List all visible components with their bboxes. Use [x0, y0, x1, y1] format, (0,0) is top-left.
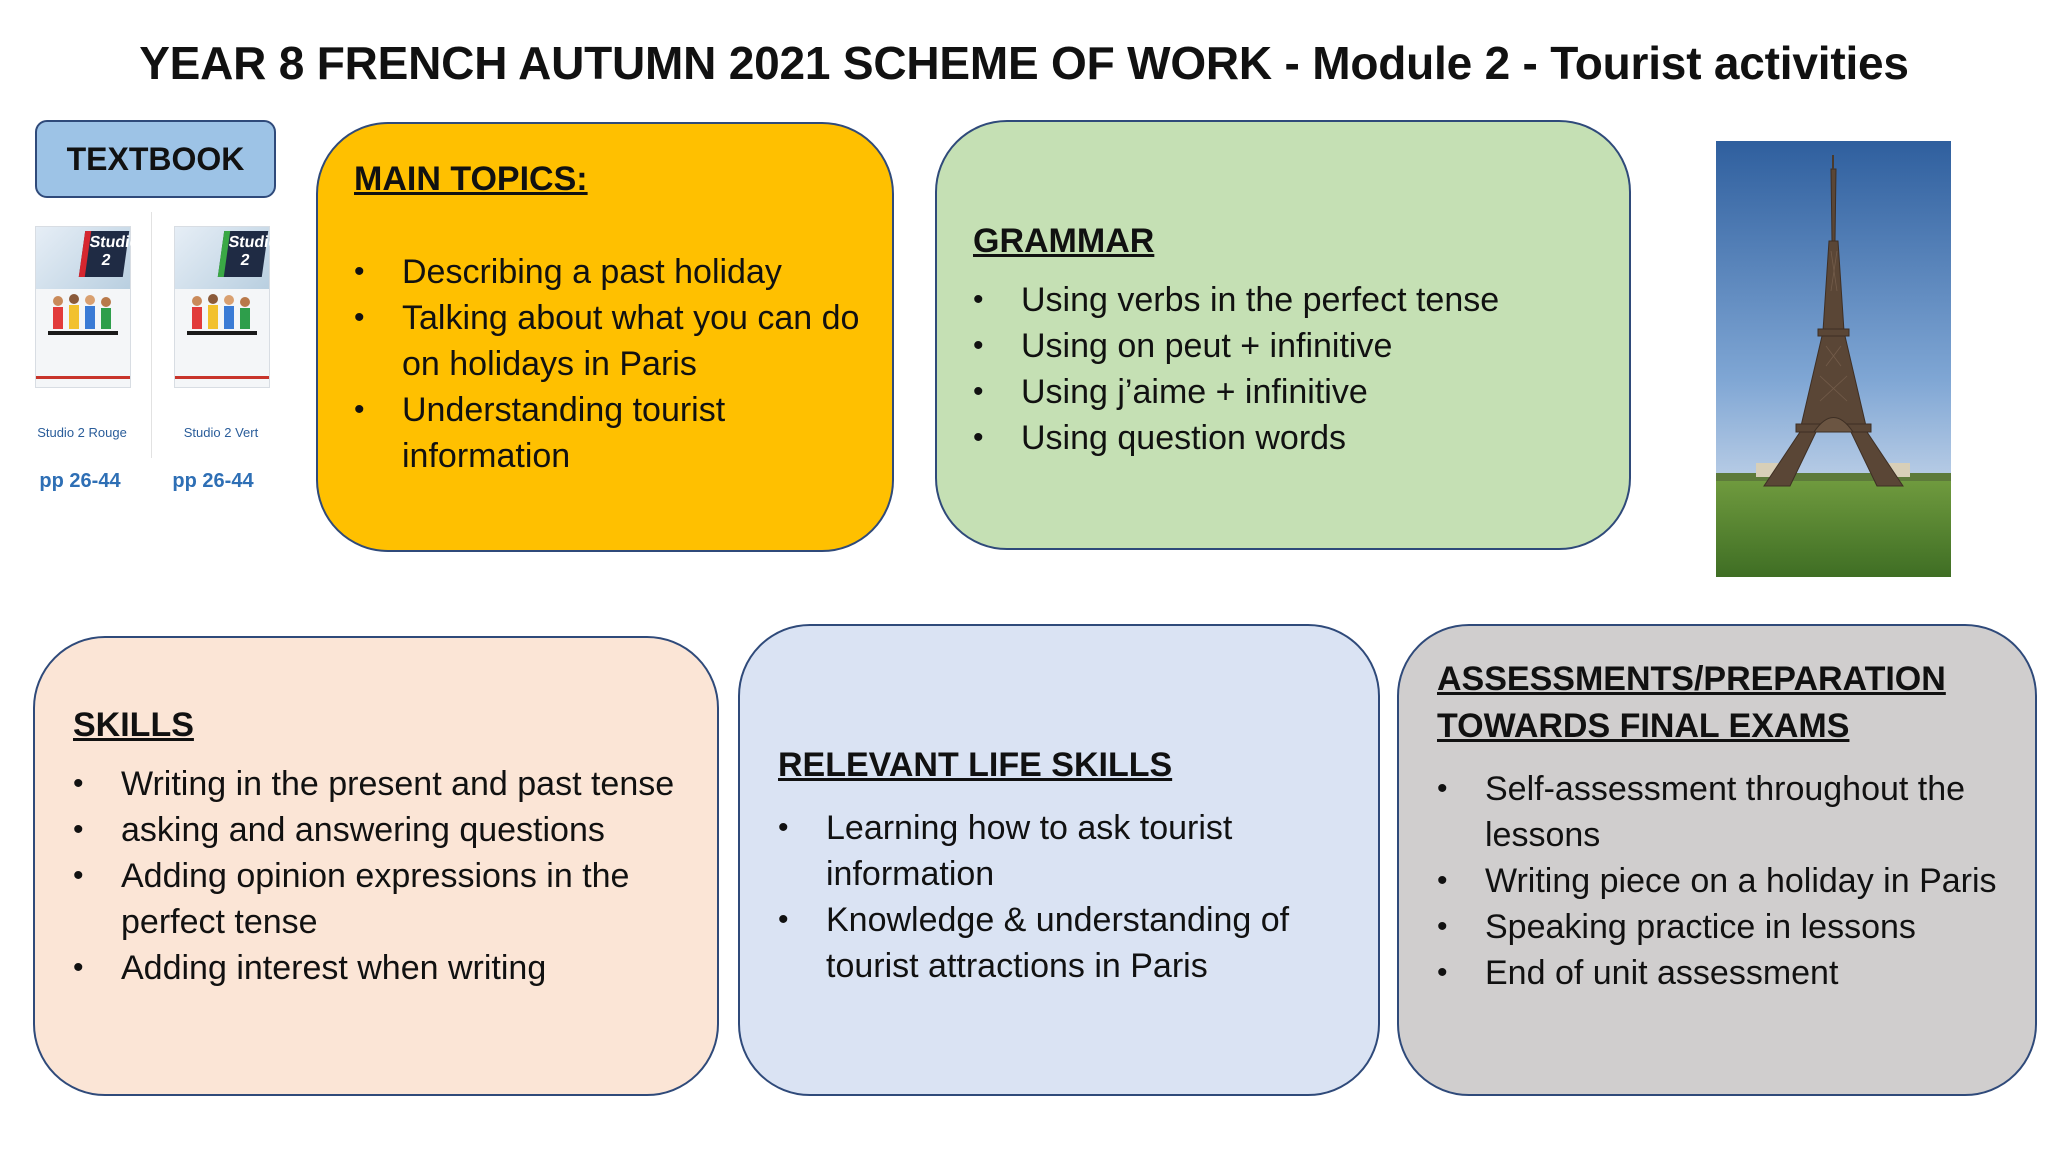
assessments-card — [1397, 624, 2037, 1096]
list-item: • Speaking practice in lessons — [1437, 904, 2015, 950]
textbook-label: TEXTBOOK — [35, 120, 276, 198]
main-topics-card — [316, 122, 894, 552]
assessments-list — [1437, 766, 2015, 996]
list-item: • Self-assessment throughout the lessons — [1437, 766, 2015, 858]
grammar-card — [935, 120, 1631, 550]
studio-badge: Studio 2 — [218, 231, 268, 277]
list-item: • Using j’aime + infinitive — [973, 369, 1609, 415]
studio-badge: Studio 2 — [79, 231, 129, 277]
book-name-rouge: Studio 2 Rouge — [37, 425, 127, 440]
book-cover-studio-2-rouge — [35, 226, 141, 388]
list-item: • Using question words — [973, 415, 1609, 461]
book-name-vert: Studio 2 Vert — [183, 425, 259, 440]
eiffel-tower-photo — [1716, 141, 1951, 577]
grammar-heading: GRAMMAR — [973, 222, 1155, 260]
skills-heading: SKILLS — [73, 706, 194, 744]
list-item: • Writing piece on a holiday in Paris — [1437, 858, 2015, 904]
list-item: • Describing a past holiday — [354, 249, 872, 295]
main-topics-list — [354, 249, 872, 479]
life-skills-card — [738, 624, 1380, 1096]
list-item: • Writing in the present and past tense — [73, 761, 697, 807]
book-cover-studio-2-vert — [174, 226, 280, 388]
skills-list — [73, 761, 697, 991]
assessments-heading: ASSESSMENTS/PREPARATION TOWARDS FINAL EXAMS — [1437, 660, 1946, 745]
list-item: • asking and answering questions — [73, 807, 697, 853]
life-skills-list — [778, 805, 1358, 989]
book-divider — [151, 212, 152, 458]
book-pages-rouge: pp 26-44 — [39, 470, 121, 492]
list-item: • Adding interest when writing — [73, 945, 697, 991]
list-item: • Using verbs in the perfect tense — [973, 277, 1609, 323]
list-item: • Talking about what you can do on holidays in Paris — [354, 295, 872, 387]
students-illustration — [44, 291, 122, 349]
list-item: • Adding opinion expressions in the perfect tense — [73, 853, 697, 945]
list-item: • Understanding tourist information — [354, 387, 872, 479]
life-skills-heading: RELEVANT LIFE SKILLS — [778, 746, 1173, 784]
skills-card — [33, 636, 719, 1096]
list-item: • End of unit assessment — [1437, 950, 2015, 996]
grammar-list — [973, 277, 1609, 461]
page-title: YEAR 8 FRENCH AUTUMN 2021 SCHEME OF WORK - Module 2 - Tourist activities — [139, 37, 1909, 89]
students-illustration — [183, 291, 261, 349]
main-topics-heading: MAIN TOPICS: — [354, 160, 588, 198]
list-item: • Knowledge & understanding of tourist attractions in Paris — [778, 897, 1358, 989]
book-pages-vert: pp 26-44 — [172, 470, 254, 492]
list-item: • Learning how to ask tourist information — [778, 805, 1358, 897]
list-item: • Using on peut + infinitive — [973, 323, 1609, 369]
